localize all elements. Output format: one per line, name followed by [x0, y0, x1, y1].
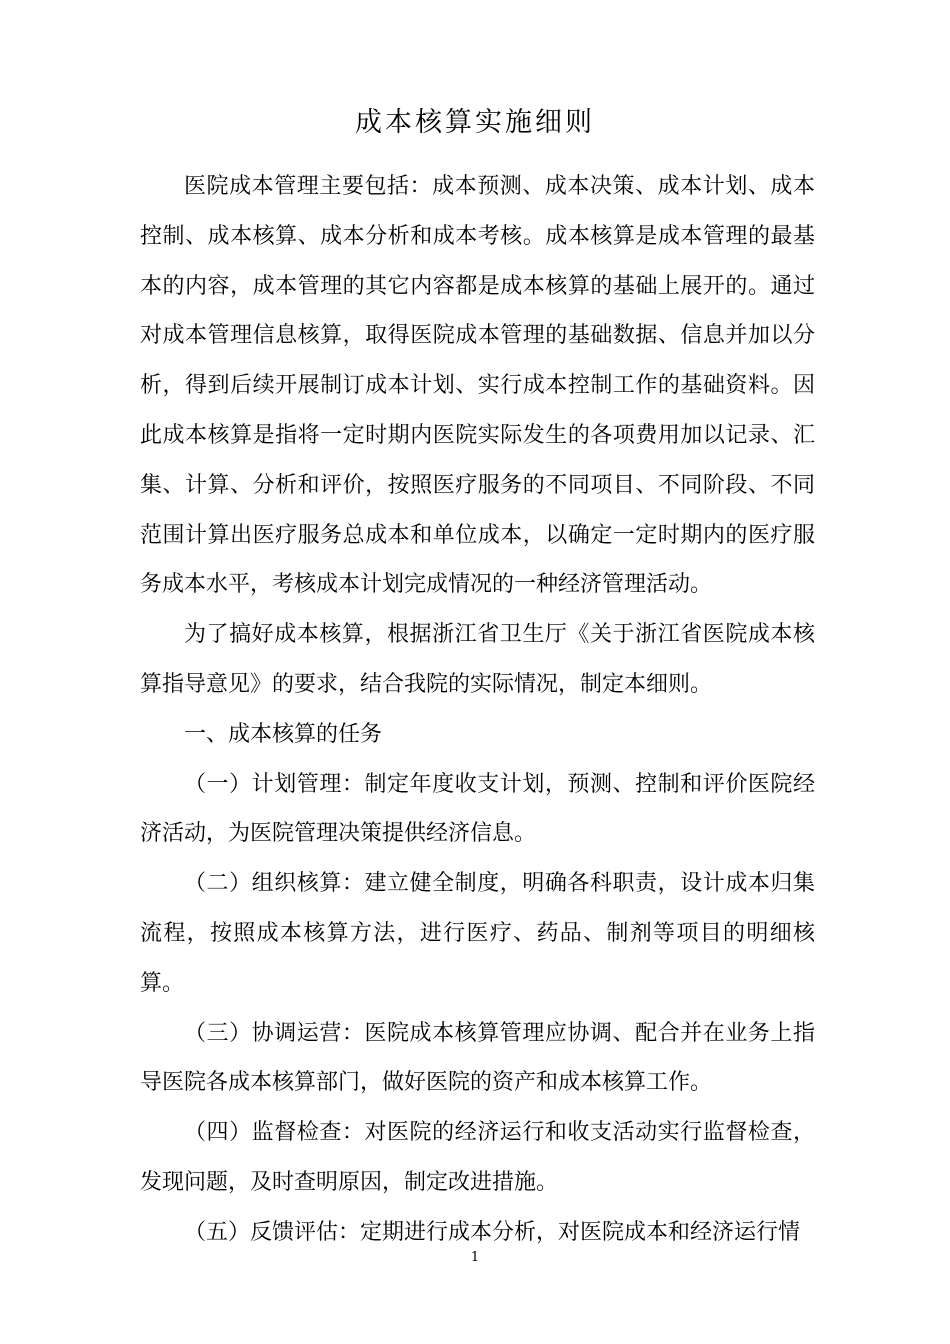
page-title: 成本核算实施细则 — [355, 107, 595, 138]
paragraph-basis: 为了搞好成本核算，根据浙江省卫生厅《关于浙江省医院成本核算指导意见》的要求，结合我院的实际情况，制定本细则。 — [140, 622, 815, 697]
document-body — [140, 162, 815, 1258]
paragraph-task-1: （一）计划管理：制定年度收支计划，预测、控制和评价医院经济活动，为医院管理决策提供经济信息。 — [140, 771, 815, 847]
paragraph-task-4: （四）监督检查：对医院的经济运行和收支活动实行监督检查，发现问题，及时查明原因，制定改进措施。 — [140, 1120, 815, 1195]
paragraph-task-3: （三）协调运营：医院成本核算管理应协调、配合并在业务上指导医院各成本核算部门，做好医院的资产和成本核算工作。 — [140, 1020, 815, 1096]
paragraph-intro: 医院成本管理主要包括：成本预测、成本决策、成本计划、成本控制、成本核算、成本分析和成本考核。成本核算是成本管理的最基本的内容，成本管理的其它内容都是成本核算的基础上展开的。通过对成本管理信息核算，取得医院成本管理的基础数据、信息并加以分析，得到后续开展制订成本计划、实行成本控制工作的基础资料。因此成本核算是指将一定时期内医院实际发生的各项费用加以记录、汇集、计算、分析和评价，按照医疗服务的不同项目、不同阶段、不同范围计算出医疗服务总成本和单位成本，以确定一定时期内的医疗服务成本水平，考核成本计划完成情况的一种经济管理活动。 — [140, 174, 815, 598]
page-number: 1 — [470, 1250, 480, 1265]
paragraph-task-2: （二）组织核算：建立健全制度，明确各科职责，设计成本归集流程，按照成本核算方法，进行医疗、药品、制剂等项目的明细核算。 — [140, 871, 815, 996]
section-heading-tasks: 一、成本核算的任务 — [184, 721, 383, 747]
paragraph-task-5: （五）反馈评估：定期进行成本分析，对医院成本和经济运行情 — [184, 1219, 801, 1245]
